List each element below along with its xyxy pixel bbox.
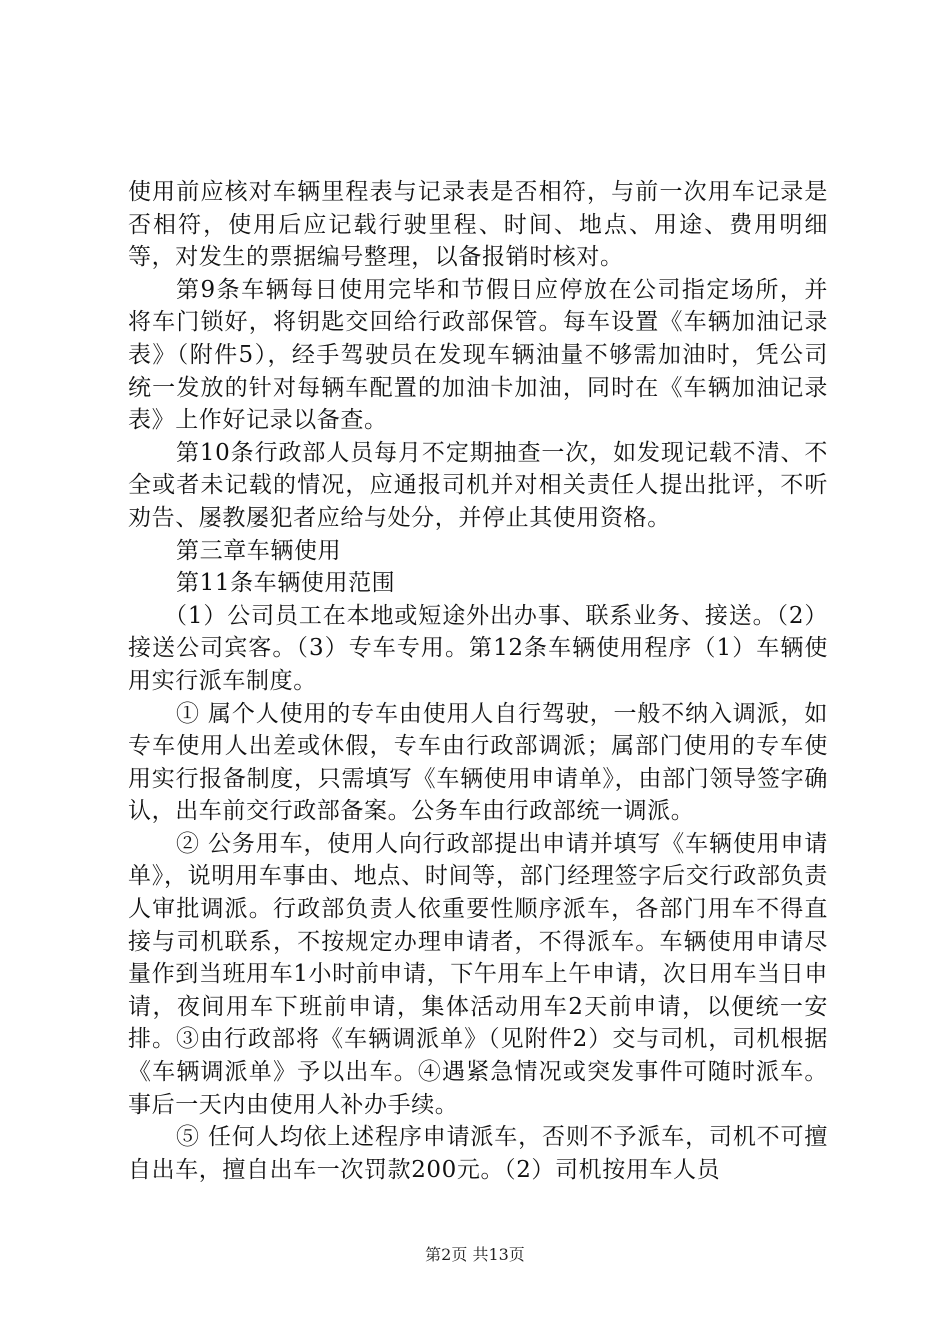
paragraph-usage-scope: （1）公司员工在本地或短途外出办事、联系业务、接送。（2）接送公司宾客。（3）专车专用。第12条车辆使用程序（1）车辆使用实行派车制度。 (128, 602, 828, 694)
chapter-heading: 第三章车辆使用 (176, 537, 342, 564)
paragraph-item-1: ① 属个人使用的专车由使用人自行驾驶，一般不纳入调派，如专车使用人出差或休假，专车由行政部调派；属部门使用的专车使用实行报备制度，只需填写《车辆使用申请单》，由部门领导签字确认，出车前交行政部备案。公务车由行政部统一调派。 (128, 700, 828, 825)
paragraph-article-10: 第10条行政部人员每月不定期抽查一次，如发现记载不清、不全或者未记载的情况，应通报司机并对相关责任人提出批评，不听劝告、屡教屡犯者应给与处分，并停止其使用资格。 (128, 439, 828, 531)
page-footer: 第2页 共13页 (425, 1245, 525, 1264)
paragraph-article-9: 第9条车辆每日使用完毕和节假日应停放在公司指定场所，并将车门锁好，将钥匙交回给行政部保管。每车设置《车辆加油记录表》（附件5），经手驾驶员在发现车辆油量不够需加油时，凭公司统一发放的针对每辆车配置的加油卡加油，同时在《车辆加油记录表》上作好记录以备查。 (128, 276, 828, 434)
document-body (128, 176, 828, 1186)
paragraph-1: 使用前应核对车辆里程表与记录表是否相符，与前一次用车记录是否相符，使用后应记载行驶里程、时间、地点、用途、费用明细等，对发生的票据编号整理，以备报销时核对。 (128, 179, 828, 271)
article-11-heading: 第11条车辆使用范围 (176, 570, 396, 597)
paragraph-item-2: ② 公务用车，使用人向行政部提出申请并填写《车辆使用申请单》，说明用车事由、地点、时间等，部门经理签字后交行政部负责人审批调派。行政部负责人依重要性顺序派车，各部门用车不得直接与司机联系，不按规定办理申请者，不得派车。车辆使用申请尽量作到当班用车1小时前申请，下午用车上午申请，次日用车当日申请，夜间用车下班前申请，集体活动用车2天前申请，以便统一安排。③由行政部将《车辆调派单》（见附件2）交与司机，司机根据《车辆调派单》予以出车。④遇紧急情况或突发事件可随时派车。事后一天内由使用人补办手续。 (128, 830, 828, 1118)
paragraph-item-5: ⑤ 任何人均依上述程序申请派车，否则不予派车，司机不可擅自出车，擅自出车一次罚款200元。（2）司机按用车人员 (128, 1124, 828, 1183)
